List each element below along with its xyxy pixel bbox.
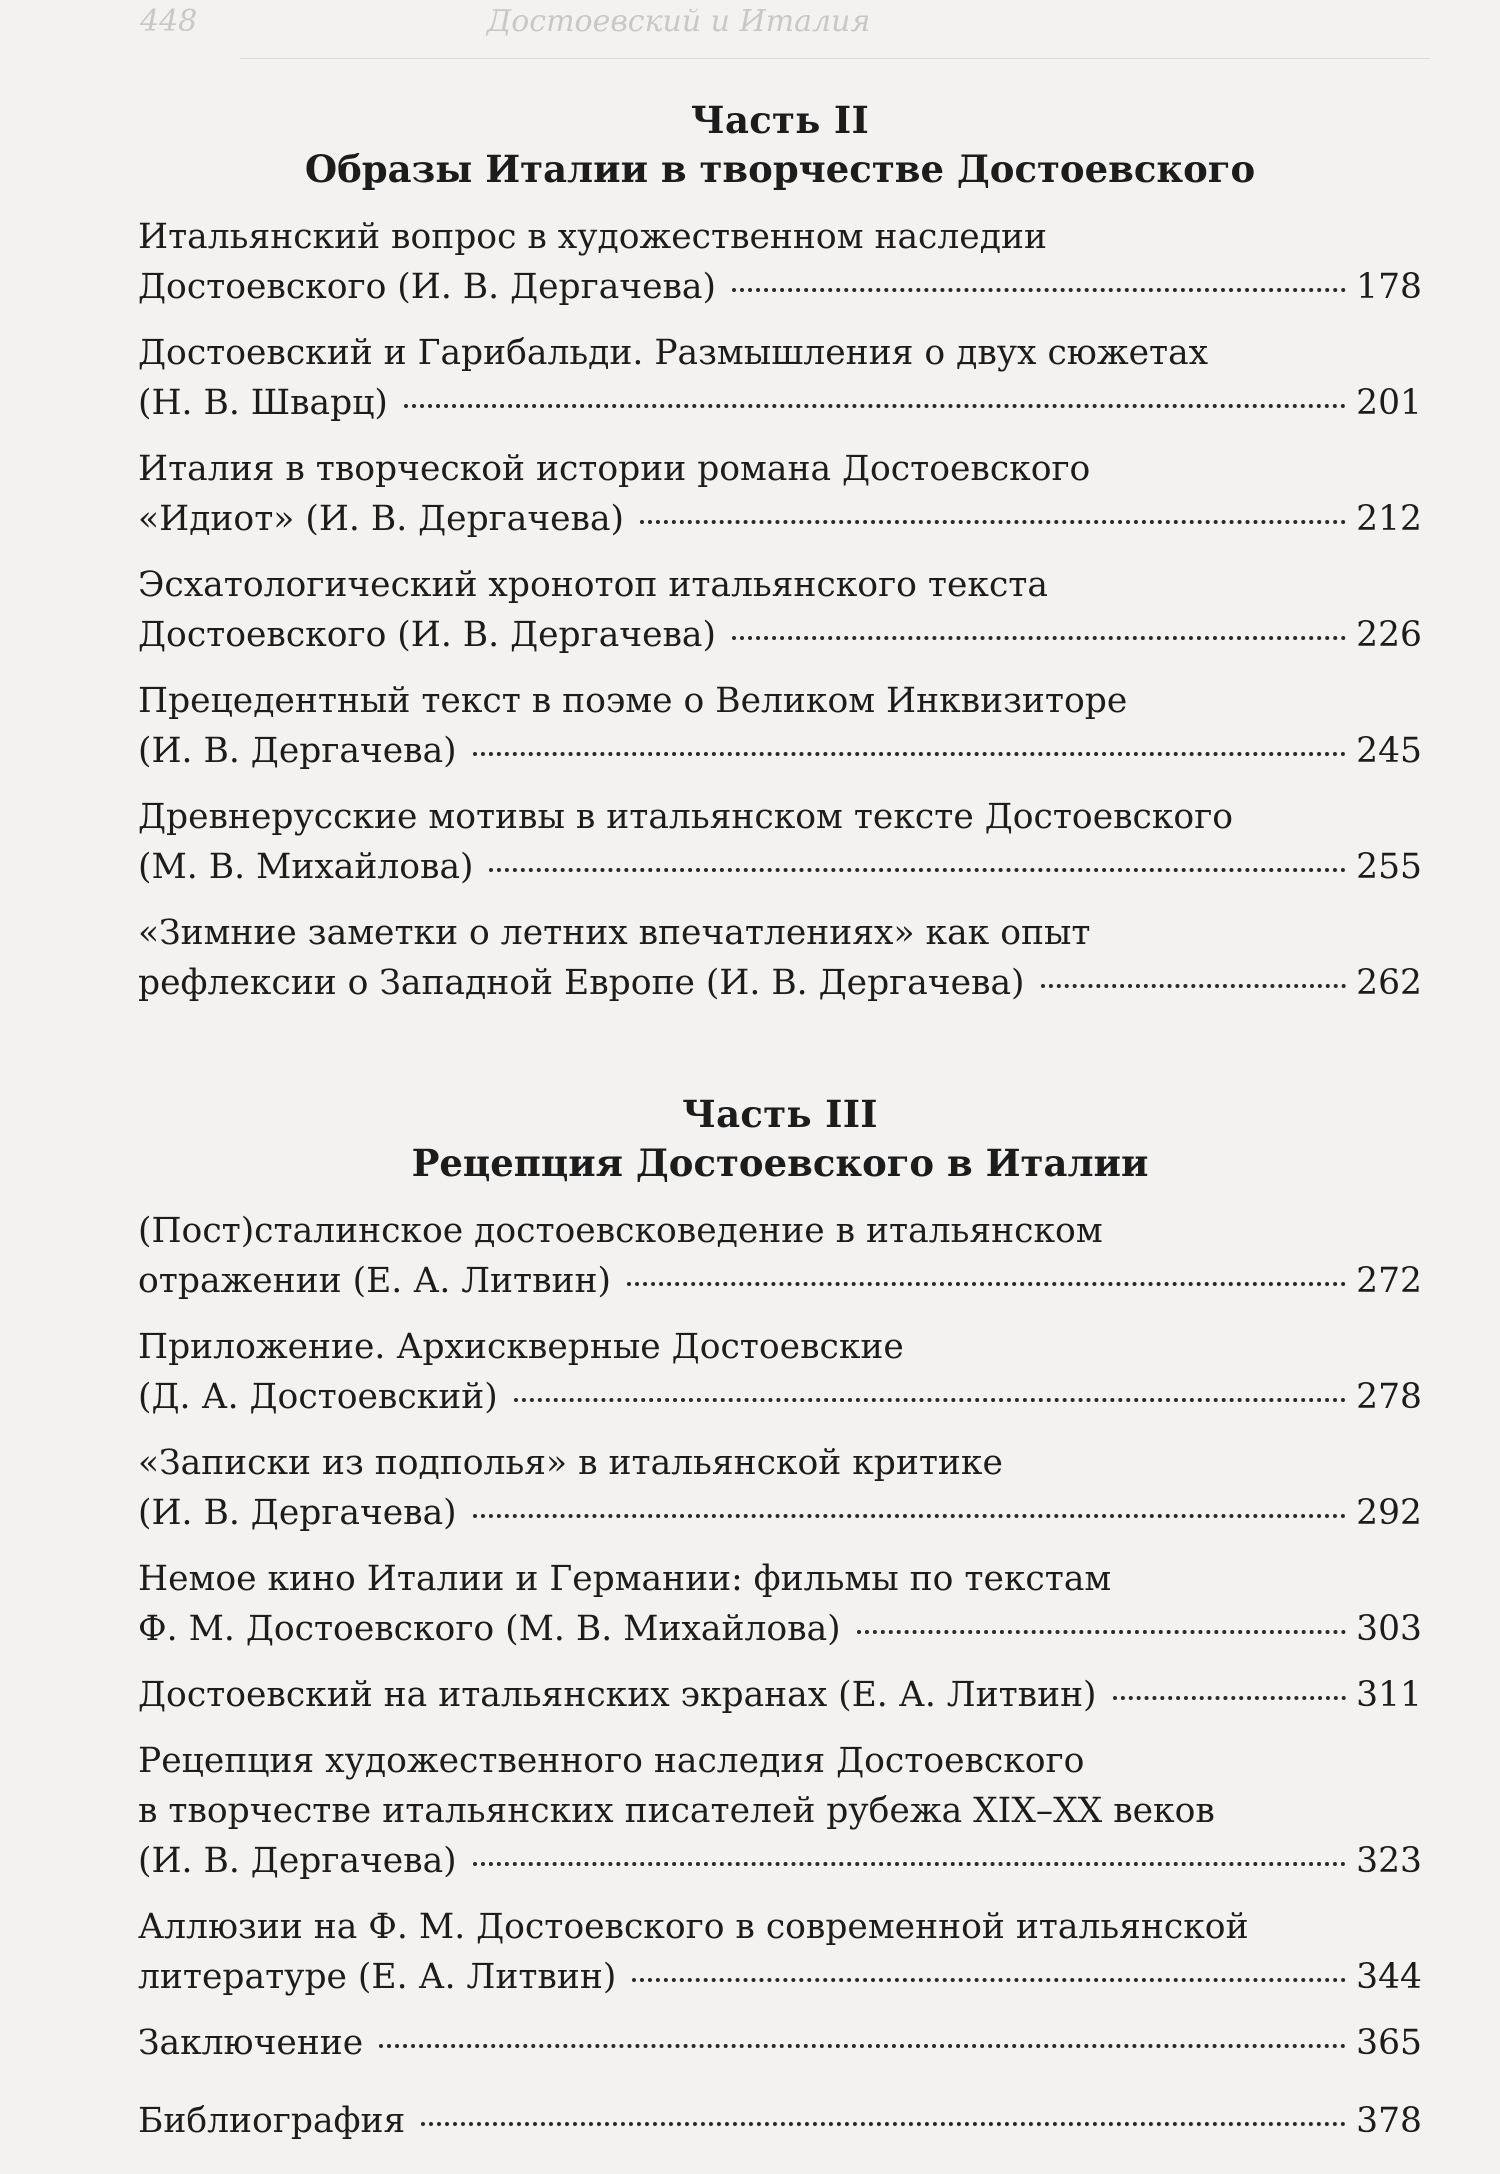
part-entries bbox=[138, 1206, 1422, 2002]
toc-entry[interactable] bbox=[138, 908, 1422, 1008]
entry-title-line: отражении (Е. А. Литвин) bbox=[138, 1261, 611, 1301]
entry-title-line: Древнерусские мотивы в итальянском тексте Достоевского bbox=[138, 797, 1234, 837]
part-3 bbox=[138, 1090, 1422, 2002]
page-number: 226 bbox=[1356, 615, 1422, 655]
entry-title-line: (Пост)сталинское достоевсковедение в итальянском bbox=[138, 1211, 1103, 1251]
entry-title-line: Ф. М. Достоевского (М. В. Михайлова) bbox=[138, 1609, 841, 1649]
part-number: Часть II bbox=[690, 98, 870, 142]
entry-title-line: (Н. В. Шварц) bbox=[138, 383, 388, 423]
entry-title-line: «Идиот» (И. В. Дергачева) bbox=[138, 499, 624, 539]
dot-leader bbox=[404, 404, 1346, 408]
toc-entry[interactable] bbox=[138, 676, 1422, 776]
dot-leader bbox=[421, 2122, 1346, 2126]
entry-title-line: (Д. А. Достоевский) bbox=[138, 1377, 498, 1417]
entry-title: Заключение bbox=[138, 2023, 364, 2063]
entry-title-line: Итальянский вопрос в художественном наследии bbox=[138, 217, 1047, 257]
entry-title: Библиография bbox=[138, 2101, 406, 2141]
dot-leader bbox=[640, 520, 1346, 524]
running-head-page-number: 448 bbox=[140, 4, 198, 39]
part-number: Часть III bbox=[682, 1092, 878, 1136]
dot-leader bbox=[732, 636, 1346, 640]
page-number: 212 bbox=[1356, 499, 1422, 539]
page-number: 255 bbox=[1356, 847, 1422, 887]
entry-title-line: «Записки из подполья» в итальянской критике bbox=[138, 1443, 1003, 1483]
part-title: Образы Италии в творчестве Достоевского bbox=[304, 147, 1256, 191]
toc-entry-bibliography[interactable] bbox=[138, 2096, 1422, 2146]
page-number: 292 bbox=[1356, 1493, 1422, 1533]
part-entries bbox=[138, 212, 1422, 1008]
page-number: 178 bbox=[1356, 267, 1422, 307]
entry-title-line: (И. В. Дергачева) bbox=[138, 731, 457, 771]
entry-title-line: Немое кино Италии и Германии: фильмы по текстам bbox=[138, 1559, 1112, 1599]
entry-title-line: литературе (Е. А. Литвин) bbox=[138, 1957, 617, 1997]
page-number: 201 bbox=[1356, 383, 1422, 423]
page-number: 311 bbox=[1356, 1675, 1422, 1715]
dot-leader bbox=[732, 288, 1346, 292]
page-number: 323 bbox=[1356, 1841, 1422, 1881]
dot-leader bbox=[514, 1398, 1346, 1402]
part-heading bbox=[138, 96, 1422, 194]
dot-leader bbox=[473, 752, 1347, 756]
part-heading bbox=[138, 1090, 1422, 1188]
entry-title-line: Достоевский на итальянских экранах (Е. А. Литвин) bbox=[138, 1675, 1097, 1715]
entry-title-line: Рецепция художественного наследия Достоевского bbox=[138, 1741, 1085, 1781]
toc-entry[interactable] bbox=[138, 1322, 1422, 1422]
toc-entry[interactable] bbox=[138, 1670, 1422, 1720]
part-title: Рецепция Достоевского в Италии bbox=[411, 1141, 1149, 1185]
toc-entry[interactable] bbox=[138, 560, 1422, 660]
toc-entry[interactable] bbox=[138, 1206, 1422, 1306]
toc-entry-conclusion[interactable] bbox=[138, 2018, 1422, 2068]
running-head-title: Достоевский и Италия bbox=[486, 4, 871, 39]
entry-title-line: Аллюзии на Ф. М. Достоевского в современной итальянской bbox=[138, 1907, 1249, 1947]
toc-entry[interactable] bbox=[138, 1902, 1422, 2002]
entry-title-line: рефлексии о Западной Европе (И. В. Дергачева) bbox=[138, 963, 1025, 1003]
page-number: 365 bbox=[1356, 2023, 1422, 2063]
entry-title-line: Прецедентный текст в поэме о Великом Инквизиторе bbox=[138, 681, 1128, 721]
entry-title-line: (И. В. Дергачева) bbox=[138, 1493, 457, 1533]
entry-title-line: (И. В. Дергачева) bbox=[138, 1841, 457, 1881]
dot-leader bbox=[1041, 984, 1347, 988]
dot-leader bbox=[1113, 1696, 1347, 1700]
page-number: 378 bbox=[1356, 2101, 1422, 2141]
header-rule bbox=[240, 58, 1430, 59]
dot-leader bbox=[473, 1862, 1347, 1866]
dot-leader bbox=[857, 1630, 1347, 1634]
toc-entry[interactable] bbox=[138, 1736, 1422, 1886]
entry-title-line: «Зимние заметки о летних впечатлениях» как опыт bbox=[138, 913, 1091, 953]
page-number: 278 bbox=[1356, 1377, 1422, 1417]
dot-leader bbox=[379, 2044, 1346, 2048]
entry-title-line: Достоевского (И. В. Дергачева) bbox=[138, 267, 716, 307]
toc-entry[interactable] bbox=[138, 212, 1422, 312]
page-number: 272 bbox=[1356, 1261, 1422, 1301]
entry-title-line: (М. В. Михайлова) bbox=[138, 847, 474, 887]
entry-title-line: в творчестве итальянских писателей рубежа XIX–XX веков bbox=[138, 1791, 1215, 1831]
table-of-contents bbox=[138, 96, 1422, 2174]
toc-entry[interactable] bbox=[138, 444, 1422, 544]
toc-entry[interactable] bbox=[138, 328, 1422, 428]
entry-title-line: Приложение. Архискверные Достоевские bbox=[138, 1327, 904, 1367]
entry-title-line: Достоевский и Гарибальди. Размышления о двух сюжетах bbox=[138, 333, 1209, 373]
dot-leader bbox=[473, 1514, 1347, 1518]
page-number: 344 bbox=[1356, 1957, 1422, 1997]
dot-leader bbox=[489, 868, 1346, 872]
running-head bbox=[140, 4, 1380, 39]
entry-title-line: Эсхатологический хронотоп итальянского текста bbox=[138, 565, 1048, 605]
page-number: 262 bbox=[1356, 963, 1422, 1003]
page-number: 245 bbox=[1356, 731, 1422, 771]
page-number: 303 bbox=[1356, 1609, 1422, 1649]
toc-entry[interactable] bbox=[138, 792, 1422, 892]
toc-entry[interactable] bbox=[138, 1438, 1422, 1538]
entry-title-line: Италия в творческой истории романа Достоевского bbox=[138, 449, 1091, 489]
entry-title-line: Достоевского (И. В. Дергачева) bbox=[138, 615, 716, 655]
dot-leader bbox=[627, 1282, 1346, 1286]
dot-leader bbox=[632, 1978, 1346, 1982]
part-2 bbox=[138, 96, 1422, 1008]
toc-entry[interactable] bbox=[138, 1554, 1422, 1654]
